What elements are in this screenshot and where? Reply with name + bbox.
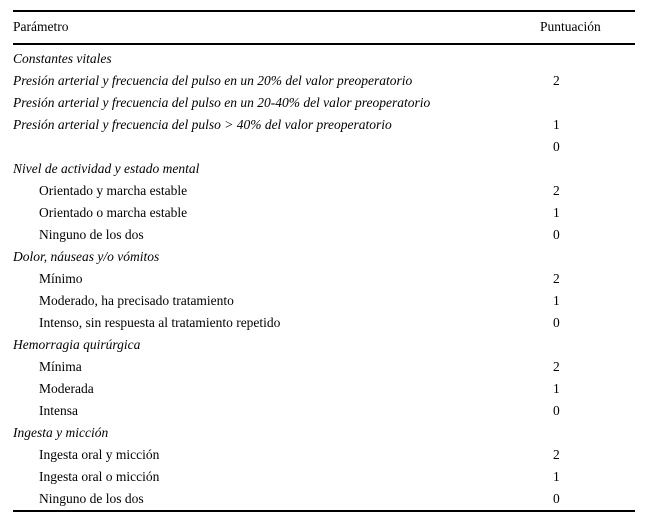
- score-cell: [532, 92, 635, 114]
- param-cell: Ingesta oral y micción: [39, 447, 160, 462]
- param-cell: [13, 136, 532, 158]
- score-cell: 1: [553, 117, 560, 132]
- section-row: [13, 334, 635, 356]
- section-title: Nivel de actividad y estado mental: [13, 161, 200, 176]
- score-cell: 1: [553, 469, 560, 484]
- section-row: [13, 44, 635, 70]
- table-row: [13, 356, 635, 378]
- score-cell: 2: [553, 359, 560, 374]
- score-cell: 0: [553, 491, 560, 506]
- param-cell: Orientado y marcha estable: [39, 183, 188, 198]
- param-cell: Presión arterial y frecuencia del pulso > 40% del valor preoperatorio: [13, 117, 392, 132]
- param-cell: Presión arterial y frecuencia del pulso en un 20-40% del valor preoperatorio: [13, 95, 431, 110]
- param-cell: Ninguno de los dos: [39, 491, 144, 506]
- score-cell: [532, 246, 635, 268]
- score-cell: [532, 158, 635, 180]
- table-row: [13, 400, 635, 422]
- section-title: Constantes vitales: [13, 51, 112, 66]
- table-row: [13, 136, 635, 158]
- table-row: [13, 114, 635, 136]
- table-row: [13, 488, 635, 511]
- section-row: [13, 422, 635, 444]
- score-cell: 2: [553, 73, 560, 88]
- column-header-puntuacion: Puntuación: [532, 11, 635, 44]
- score-cell: 1: [553, 293, 560, 308]
- param-cell: Ingesta oral o micción: [39, 469, 160, 484]
- param-cell: Moderada: [39, 381, 94, 396]
- column-header-parametro: Parámetro: [13, 11, 532, 44]
- score-cell: [532, 334, 635, 356]
- score-cell: 1: [553, 205, 560, 220]
- table-row: [13, 378, 635, 400]
- param-cell: Intenso, sin respuesta al tratamiento repetido: [39, 315, 281, 330]
- param-cell: Moderado, ha precisado tratamiento: [39, 293, 234, 308]
- section-row: [13, 158, 635, 180]
- score-cell: 2: [553, 447, 560, 462]
- table-row: [13, 180, 635, 202]
- score-cell: 0: [553, 315, 560, 330]
- table-row: [13, 444, 635, 466]
- param-cell: Presión arterial y frecuencia del pulso en un 20% del valor preoperatorio: [13, 73, 413, 88]
- param-cell: Orientado o marcha estable: [39, 205, 188, 220]
- param-cell: Mínimo: [39, 271, 83, 286]
- section-title: Dolor, náuseas y/o vómitos: [13, 249, 160, 264]
- table-row: [13, 224, 635, 246]
- table-header: [13, 11, 635, 44]
- table-body: [13, 44, 635, 511]
- table-row: [13, 290, 635, 312]
- section-title: Ingesta y micción: [13, 425, 109, 440]
- score-cell: 0: [553, 139, 560, 154]
- param-cell: Ninguno de los dos: [39, 227, 144, 242]
- table-row: [13, 70, 635, 92]
- score-cell: 2: [553, 271, 560, 286]
- section-title: Hemorragia quirúrgica: [13, 337, 141, 352]
- table-row: [13, 312, 635, 334]
- table-row: [13, 202, 635, 224]
- score-cell: 2: [553, 183, 560, 198]
- score-cell: 0: [553, 227, 560, 242]
- score-cell: [532, 44, 635, 70]
- header-row: [13, 11, 635, 44]
- param-cell: Intensa: [39, 403, 78, 418]
- table-row: [13, 466, 635, 488]
- table-row: [13, 92, 635, 114]
- scoring-table: [13, 10, 635, 512]
- score-cell: [532, 422, 635, 444]
- param-cell: Mínima: [39, 359, 82, 374]
- section-row: [13, 246, 635, 268]
- score-cell: 1: [553, 381, 560, 396]
- score-cell: 0: [553, 403, 560, 418]
- table-row: [13, 268, 635, 290]
